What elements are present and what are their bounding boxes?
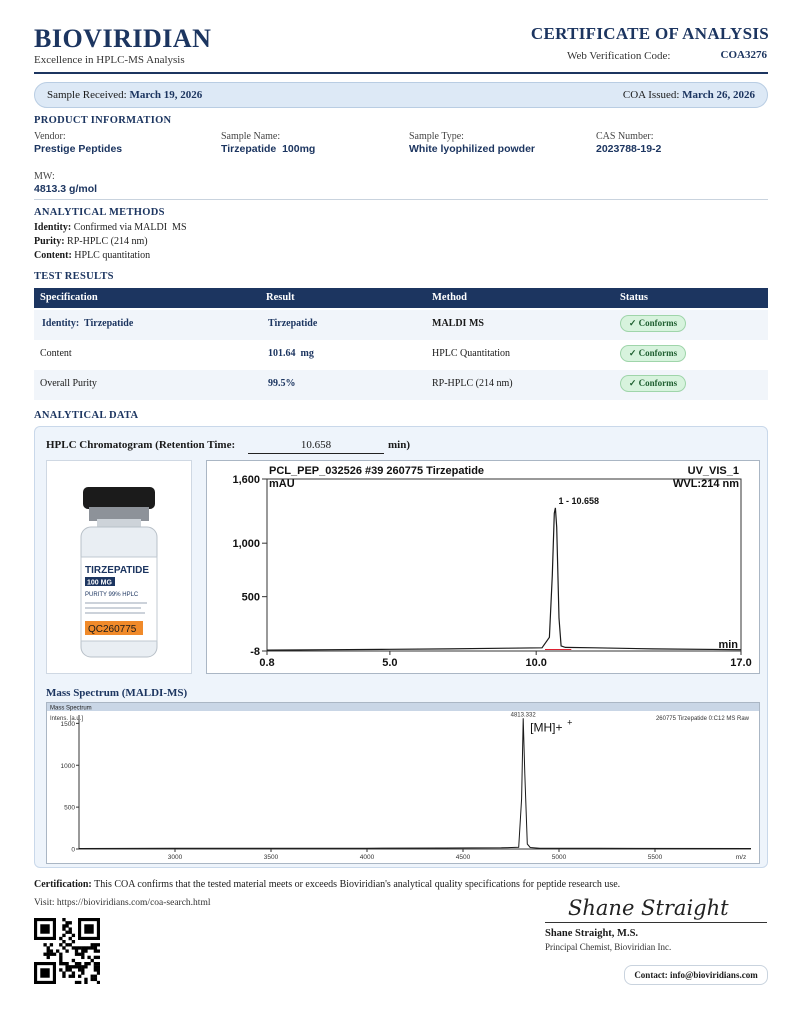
qr-module	[81, 965, 84, 968]
identity-value: Confirmed via MALDI MS	[73, 222, 187, 233]
verification-url[interactable]: Visit: https://bioviridians.com/coa-search.html	[34, 898, 211, 908]
qr-module	[97, 962, 100, 965]
y-tick-label: -8	[250, 646, 260, 658]
vendor-value: Prestige Peptides	[34, 143, 123, 155]
qr-module	[65, 924, 68, 927]
x-tick-label: 4000	[359, 854, 375, 861]
issued-value: March 26, 2026	[682, 89, 755, 101]
vial-dose: 100 MG	[87, 579, 112, 587]
plot-frame	[267, 479, 741, 651]
qr-module	[47, 953, 50, 956]
qr-module	[84, 978, 87, 981]
certification-statement	[34, 879, 620, 890]
qr-module	[59, 956, 62, 959]
qr-module	[47, 956, 50, 959]
table-row	[34, 340, 768, 370]
qr-module	[97, 971, 100, 974]
qr-module	[78, 975, 81, 978]
qr-module	[69, 943, 72, 946]
col-result: Result	[266, 292, 295, 303]
row-spec: Content	[40, 348, 72, 359]
qr-module	[91, 975, 94, 978]
qr-module	[75, 965, 78, 968]
method-identity	[34, 222, 187, 233]
qr-module	[65, 949, 68, 952]
analytical-section-title: ANALYTICAL DATA	[34, 410, 139, 421]
product-vial-image	[46, 460, 192, 674]
identity-label: Identity:	[34, 222, 72, 233]
received-value: March 19, 2026	[129, 89, 203, 101]
qr-module	[97, 981, 100, 984]
x-tick-label: 5500	[647, 854, 663, 861]
qr-module	[69, 921, 72, 924]
qr-module	[94, 943, 97, 946]
qr-module	[87, 946, 90, 949]
received-date	[47, 89, 202, 101]
qr-module	[91, 943, 94, 946]
chromatogram-chart	[207, 461, 759, 673]
qr-module	[94, 975, 97, 978]
vial-lot: QC260775	[88, 624, 137, 635]
qr-module	[87, 962, 90, 965]
qr-module	[43, 943, 46, 946]
qr-module	[75, 953, 78, 956]
chart-title: PCL_PEP_032526 #39 260775 Tirzepatide	[269, 465, 485, 477]
method-purity	[34, 236, 148, 247]
qr-module	[62, 927, 65, 930]
qr-module	[81, 956, 84, 959]
qr-module	[62, 924, 65, 927]
qr-module	[75, 946, 78, 949]
qr-module	[50, 949, 53, 952]
row-result: 101.64 mg	[268, 348, 314, 359]
x-tick-label: 5000	[551, 854, 567, 861]
qr-module	[72, 965, 75, 968]
x-axis-unit: min	[718, 639, 738, 651]
qr-module	[69, 931, 72, 934]
qr-module	[81, 968, 84, 971]
qr-module	[59, 937, 62, 940]
vial-illustration	[47, 461, 191, 673]
contact-email[interactable]: Contact: info@bioviridians.com	[624, 965, 768, 985]
run-label: 260775 Tirzepatide 0:C12 MS Raw	[655, 716, 749, 722]
verification-label: Web Verification Code:	[567, 50, 671, 62]
status-badge: ✓ Conforms	[620, 375, 686, 392]
qr-module	[97, 968, 100, 971]
signature: Shane Straight	[568, 896, 729, 920]
qr-module	[72, 946, 75, 949]
qr-module	[47, 949, 50, 952]
mass-spectrum-title: Mass Spectrum (MALDI-MS)	[46, 687, 188, 699]
chromatogram-title: HPLC Chromatogram (Retention Time:	[46, 439, 236, 451]
y-tick-label: 1,000	[232, 538, 260, 551]
y-tick-label: 500	[241, 591, 260, 604]
peak-annotation-charge: +	[567, 717, 573, 728]
qr-module	[62, 962, 65, 965]
qr-module	[84, 962, 87, 965]
qr-module	[94, 946, 97, 949]
qr-module	[75, 981, 78, 984]
x-tick-label: 17.0	[730, 657, 752, 669]
vial-purity: PURITY 99% HPLC	[85, 592, 139, 598]
spectrum-titlebar	[47, 703, 759, 711]
certification-text: This COA confirms that the tested material meets or exceeds Bioviridian's analytical quality specifications for peptide research use.	[94, 879, 621, 890]
results-table-header	[34, 288, 768, 308]
qr-module	[69, 968, 72, 971]
col-method: Method	[432, 292, 467, 303]
y-axis-unit: mAU	[269, 478, 295, 490]
mw-label: MW:	[34, 171, 55, 182]
qr-module	[81, 953, 84, 956]
qr-module	[75, 949, 78, 952]
retention-time-underline	[248, 453, 384, 454]
x-tick-label: m/z	[735, 854, 747, 861]
product-section-title: PRODUCT INFORMATION	[34, 115, 172, 126]
spectrum-window-title: Mass Spectrum	[50, 705, 92, 712]
vial-cap	[83, 487, 155, 509]
signer-title: Principal Chemist, Bioviridian Inc.	[545, 942, 672, 952]
x-tick-label: 3500	[263, 854, 279, 861]
qr-module	[62, 975, 65, 978]
qr-code-graphic	[34, 918, 100, 984]
qr-module	[62, 971, 65, 974]
cas-label: CAS Number:	[596, 131, 654, 142]
peak-label: 1 - 10.658	[558, 495, 599, 506]
status-badge: ✓ Conforms	[620, 345, 686, 362]
col-status: Status	[620, 292, 649, 303]
mw-value: 4813.3 g/mol	[34, 183, 98, 195]
chromatogram-box	[206, 460, 760, 674]
x-tick-label: 3000	[167, 854, 183, 861]
qr-finder-core	[40, 968, 49, 977]
document-title: CERTIFICATE OF ANALYSIS	[530, 24, 769, 43]
qr-module	[43, 953, 46, 956]
qr-module	[84, 946, 87, 949]
qr-module	[97, 965, 100, 968]
qr-module	[78, 981, 81, 984]
qr-module	[91, 978, 94, 981]
qr-module	[75, 962, 78, 965]
mass-spectrum-chart	[47, 703, 759, 863]
row-spec: Identity: Tirzepatide	[42, 318, 134, 329]
qr-module	[72, 940, 75, 943]
brand-name: BIOVIRIDIAN	[34, 24, 212, 53]
row-method: MALDI MS	[432, 318, 484, 329]
method-content	[34, 250, 150, 261]
received-label: Sample Received:	[47, 89, 127, 101]
qr-module	[94, 962, 97, 965]
vial-crimp	[89, 507, 149, 521]
qr-module	[50, 943, 53, 946]
qr-module	[78, 946, 81, 949]
qr-module	[81, 949, 84, 952]
row-spec: Overall Purity	[40, 378, 97, 389]
content-value: HPLC quantitation	[74, 250, 151, 261]
qr-module	[69, 965, 72, 968]
y-tick-label: 0	[71, 846, 75, 854]
table-row	[34, 370, 768, 400]
qr-module	[78, 968, 81, 971]
row-result: Tirzepatide	[268, 318, 318, 329]
qr-module	[69, 937, 72, 940]
sample-type-value: White lyophilized powder	[409, 143, 535, 155]
qr-module	[94, 965, 97, 968]
retention-time-value: 10.658	[300, 439, 332, 451]
issued-label: COA Issued:	[622, 89, 680, 101]
status-badge: ✓ Conforms	[620, 315, 686, 332]
vial-name: TIRZEPATIDE	[85, 565, 150, 576]
sample-type-label: Sample Type:	[409, 131, 464, 142]
qr-module	[94, 968, 97, 971]
issued-date	[623, 89, 755, 101]
qr-module	[94, 956, 97, 959]
qr-module	[81, 946, 84, 949]
qr-module	[56, 949, 59, 952]
y-axis-label: Intens. [a.u.]	[50, 716, 84, 722]
methods-section-title: ANALYTICAL METHODS	[34, 207, 165, 218]
y-tick-label: 1500	[60, 720, 75, 728]
qr-module	[91, 946, 94, 949]
qr-module	[97, 943, 100, 946]
qr-module	[65, 931, 68, 934]
signature-line	[545, 922, 767, 923]
qr-module	[59, 962, 62, 965]
qr-module	[65, 943, 68, 946]
qr-module	[50, 953, 53, 956]
y-tick-label: 500	[64, 804, 75, 812]
qr-module	[94, 949, 97, 952]
qr-module	[62, 934, 65, 937]
retention-time-unit: min)	[388, 439, 410, 451]
peak-annotation: [MH]+	[530, 720, 563, 735]
qr-module	[59, 968, 62, 971]
brand-tagline: Excellence in HPLC-MS Analysis	[34, 54, 185, 66]
qr-module	[65, 968, 68, 971]
cas-value: 2023788-19-2	[596, 143, 662, 155]
qr-module	[94, 978, 97, 981]
row-result: 99.5%	[268, 378, 296, 389]
qr-module	[97, 956, 100, 959]
qr-module	[72, 959, 75, 962]
qr-module	[78, 953, 81, 956]
qr-module	[78, 962, 81, 965]
x-tick-label: 0.8	[259, 657, 275, 669]
qr-finder-core	[40, 924, 49, 933]
qr-module	[69, 927, 72, 930]
qr-module	[65, 921, 68, 924]
qr-module	[65, 965, 68, 968]
qr-module	[65, 962, 68, 965]
signer-name: Shane Straight, M.S.	[545, 928, 639, 939]
chromatogram-trace	[267, 508, 741, 650]
header-rule	[34, 72, 768, 74]
spectrum-trace	[79, 718, 751, 848]
qr-finder-core	[84, 924, 93, 933]
vendor-label: Vendor:	[34, 131, 66, 142]
sample-name-label: Sample Name:	[221, 131, 281, 142]
qr-module	[59, 959, 62, 962]
qr-module	[87, 956, 90, 959]
qr-module	[59, 943, 62, 946]
qr-module	[84, 949, 87, 952]
row-method: RP-HPLC (214 nm)	[432, 378, 513, 389]
content-label: Content:	[34, 250, 72, 261]
y-tick-label: 1,600	[232, 474, 260, 486]
y-tick-label: 1000	[60, 762, 75, 770]
qr-module	[81, 971, 84, 974]
purity-value: RP-HPLC (214 nm)	[67, 236, 148, 247]
verification-code: COA3276	[720, 49, 767, 61]
certification-label: Certification:	[34, 879, 92, 890]
col-specification: Specification	[40, 292, 98, 303]
purity-label: Purity:	[34, 236, 65, 247]
qr-module	[84, 965, 87, 968]
qr-module	[72, 971, 75, 974]
qr-module	[62, 946, 65, 949]
qr-module	[53, 953, 56, 956]
qr-code[interactable]	[34, 918, 100, 984]
table-row	[34, 310, 768, 340]
section-rule	[34, 199, 768, 200]
sample-name-value: Tirzepatide 100mg	[221, 143, 316, 155]
date-bar	[34, 82, 768, 108]
wavelength-label: WVL:214 nm	[672, 478, 739, 490]
mass-spectrum-box	[46, 702, 760, 864]
x-tick-label: 10.0	[525, 657, 547, 669]
qr-module	[78, 965, 81, 968]
qr-module	[72, 975, 75, 978]
detector-label: UV_VIS_1	[687, 465, 739, 477]
qr-module	[72, 934, 75, 937]
qr-module	[62, 940, 65, 943]
x-tick-label: 5.0	[382, 657, 398, 669]
results-section-title: TEST RESULTS	[34, 271, 114, 282]
row-method: HPLC Quantitation	[432, 348, 511, 359]
qr-module	[91, 959, 94, 962]
x-tick-label: 4500	[455, 854, 471, 861]
qr-module	[69, 975, 72, 978]
qr-module	[47, 946, 50, 949]
qr-module	[84, 981, 87, 984]
qr-module	[59, 953, 62, 956]
qr-module	[62, 918, 65, 921]
qr-module	[97, 949, 100, 952]
peak-mass-label: 4813.332	[510, 712, 536, 719]
